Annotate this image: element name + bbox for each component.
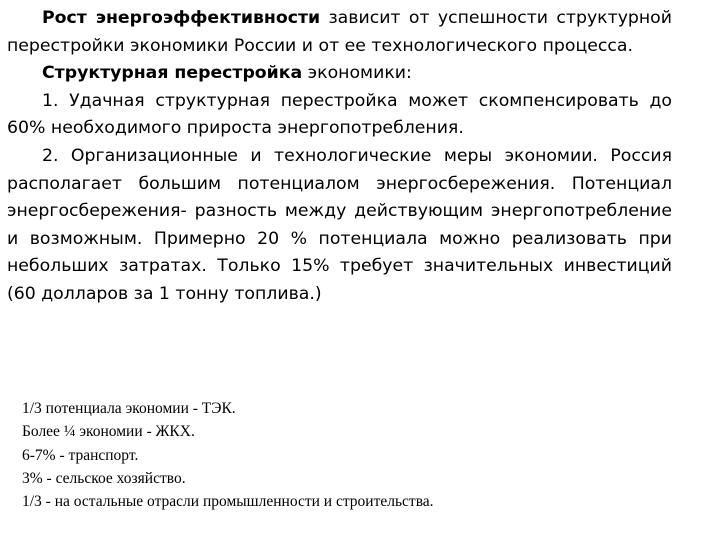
paragraph-heading: Структурная перестройка: [42, 63, 303, 84]
main-text-block: [7, 5, 672, 309]
list-item: 1/3 потенциала экономии - ТЭК.: [22, 400, 236, 417]
paragraph-body: 1. Удачная структурная перестройка может скомпенсировать до 60% необходимого прироста энергопотребления.: [7, 90, 672, 139]
paragraph-body: зависит от успешности структурной перестройки экономики России и от ее технологического процесса.: [7, 8, 672, 56]
paragraph-structural-reform: [7, 60, 672, 88]
list-item: 3% - сельское хозяйство.: [22, 469, 186, 487]
paragraph-body: экономики:: [302, 63, 412, 84]
paragraph-body: 2. Организационные и технологические меры экономии. Россия располагает большим потенциалом энергосбережения. Потенциал энергосбережения- разность между действующим энергопотребление и возможным. Примерно 20 % потенциала можно реализовать при небольших затратах. Только 15% требует значительных инвестиций (60 долларов за 1 тонну топлива.): [7, 145, 672, 304]
list-item: Более ¼ экономии - ЖКХ.: [22, 423, 195, 441]
paragraph-item-2: [7, 143, 672, 309]
list-item: 1/3 - на остальные отрасли промышленности и строительства.: [22, 493, 434, 511]
savings-breakdown-list: [22, 397, 662, 513]
list-item: 6-7% - транспорт.: [22, 446, 139, 464]
paragraph-energy-efficiency: [7, 5, 672, 60]
paragraph-heading: Рост энергоэффективности: [42, 8, 321, 28]
paragraph-item-1: [7, 88, 672, 143]
